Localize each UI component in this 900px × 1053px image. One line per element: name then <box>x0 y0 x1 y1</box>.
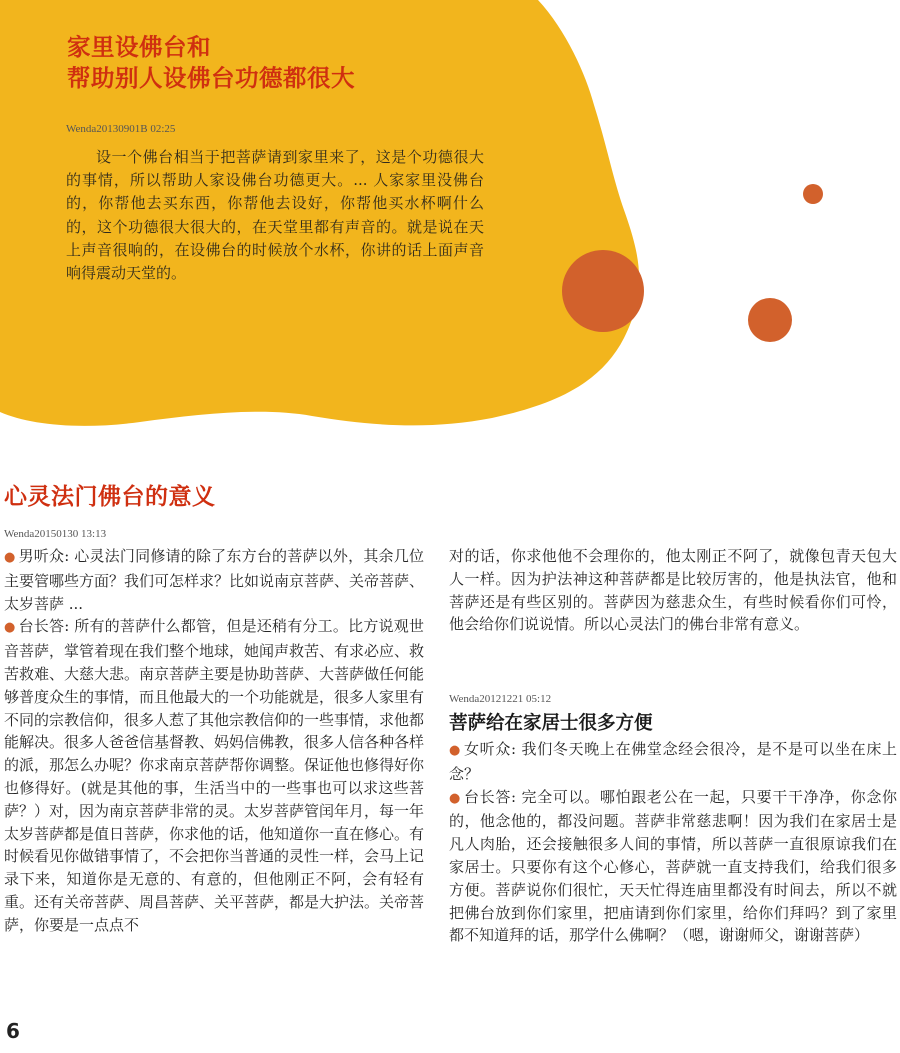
section1-answer: ● 台长答: 所有的菩萨什么都管，但是还稍有分工。比方说观世音菩萨，掌管着现在我们整个地球，她闻声救苦、有求必应、救苦救难、大慈大悲。南京菩萨主要是协助菩萨、大菩萨做任何能够普度众生的事情，而且他最大的一个功能就是，很多人家里有不同的宗教信仰，很多人惹了其他宗教信仰的一些事情，求他都能解决。很多人爸爸信基督教、妈妈信佛教，很多人信各种各样的派，那怎么办呢？你求南京菩萨帮你调整。保证他也修得好你也修得好。(就是其他的事，生活当中的一些事也可以求这些菩萨？）对，因为南京菩萨非常的灵。太岁菩萨管闰年月，每一年太岁菩萨都是值日菩萨，你求他的话，他知道你一直在修心。有时候看见你做错事情了，不会把你当普通的灵性一样，会马上记录下来，知道你是无意的、有意的，但他刚正不阿，会有轻有重。还有关帝菩萨、周昌菩萨、关平菩萨，都是大护法。关帝菩萨，你要是一点点不 <box>4 617 425 934</box>
section1-title: 心灵法门佛台的意义 <box>4 484 216 510</box>
header-paragraph: 设一个佛台相当于把菩萨请到家里来了，这是个功德很大的事情，所以帮助人家设佛台功德更大。... 人家家里没佛台的，你帮他去买东西，你帮他去设好，你帮他买水杯啊什么的，这个功德很大很大的，在天堂里都有声音的。就是说在天上声音很响的，在设佛台的时候放个水杯，你讲的话上面声音响得震动天堂的。 <box>66 148 484 283</box>
section2-title: 菩萨给在家居士很多方便 <box>449 713 653 734</box>
bullet-icon: ● <box>4 620 16 636</box>
decorative-dot-medium <box>748 298 792 342</box>
page-number: 6 <box>6 1019 20 1043</box>
section2-question: ● 女听众: 我们冬天晚上在佛堂念经会很冷，是不是可以坐在床上念？ <box>449 740 897 783</box>
bullet-icon: ● <box>449 790 462 806</box>
bullet-icon: ● <box>4 550 16 565</box>
bullet-icon: ● <box>449 743 462 758</box>
header-meta: Wenda20130901B 02:25 <box>66 123 176 135</box>
section2-answer: ● 台长答: 完全可以。哪怕跟老公在一起，只要干干净净，你念你的，他念他的，都没问题。菩萨非常慈悲啊！因为我们在家居士是凡人肉胎，还会接触很多人间的事情，所以菩萨一直很原谅我们在家居士。只要你有这个心修心，菩萨就一直支持我们，给我们很多方便。菩萨说你们很忙，天天忙得连庙里都没有时间去，所以不就把佛台放到你们家里，把庙请到你们家里，给你们拜吗？到了家里都不知道拜的话，那学什么佛啊？（嗯，谢谢师父，谢谢菩萨） <box>449 787 897 945</box>
decorative-dot-small <box>803 184 823 204</box>
section1-column-left <box>4 545 424 937</box>
section2-body <box>449 738 897 947</box>
section1-meta: Wenda20150130 13:13 <box>4 528 107 540</box>
section1-answer-continued: 对的话，你求他他不会理你的，他太刚正不阿了，就像包青天包大人一样。因为护法神这种菩萨都是比较厉害的，他是执法官，他和菩萨还是有些区别的。菩萨因为慈悲众生，有些时候看你们可怜，他会给你们说说情。所以心灵法门的佛台非常有意义。 <box>449 547 897 634</box>
section1-question: ● 男听众: 心灵法门同修请的除了东方台的菩萨以外，其余几位主要管哪些方面？我们可怎样求？比如说南京菩萨、关帝菩萨、太岁菩萨 ... <box>4 547 425 613</box>
decorative-dot-large <box>562 250 644 332</box>
section1-column-right <box>449 545 897 636</box>
header-title-line2: 帮助别人设佛台功德都很大 <box>67 64 355 92</box>
header-title-line1: 家里设佛台和 <box>67 33 211 61</box>
section2-meta: Wenda20121221 05:12 <box>449 693 552 705</box>
header-title <box>67 32 355 94</box>
